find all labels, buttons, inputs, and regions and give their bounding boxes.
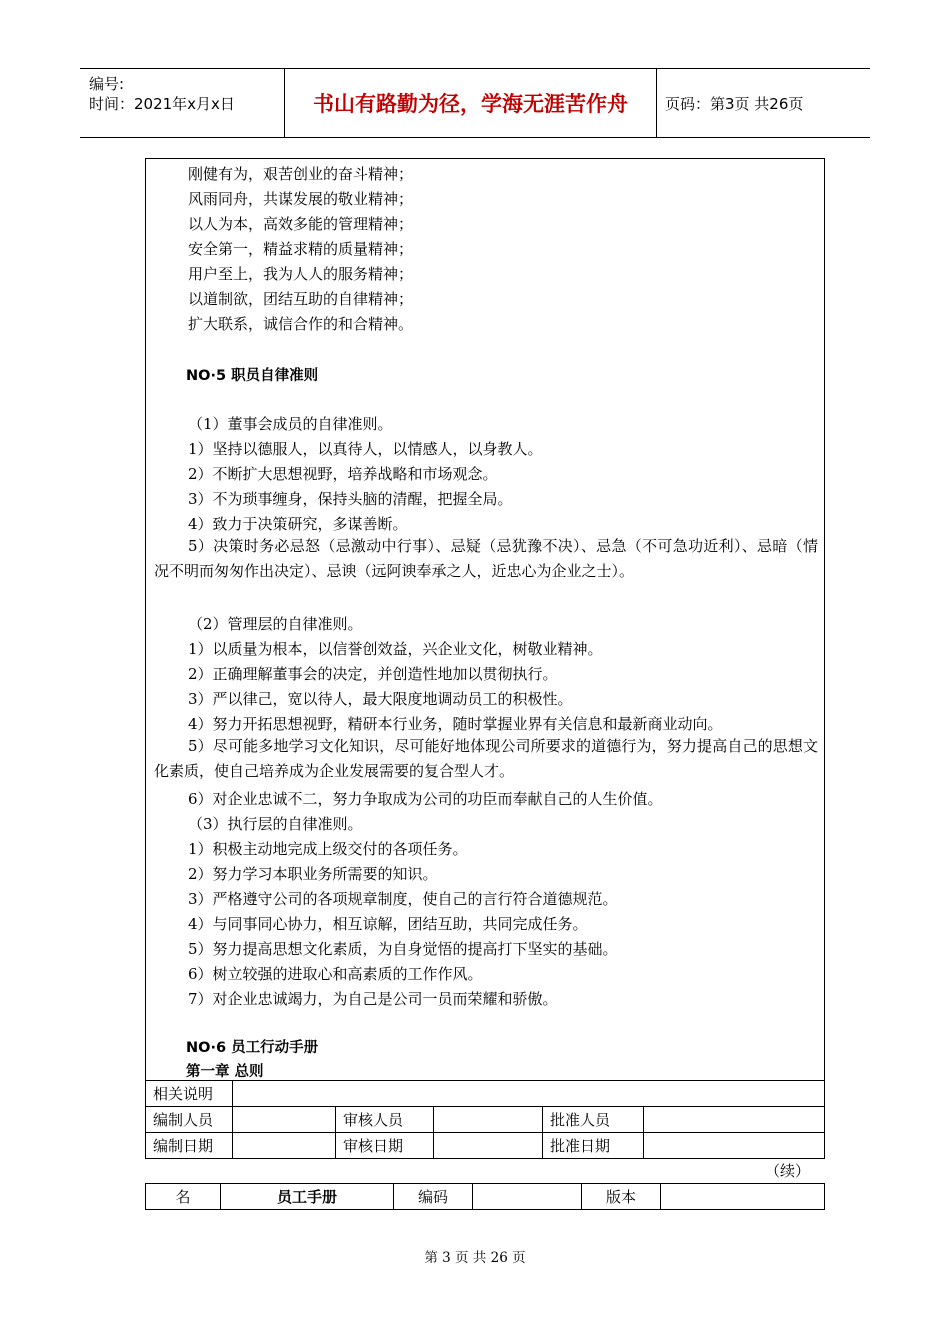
compiler-label: 编制人员 — [146, 1107, 233, 1133]
spirit-line: 以人为本，高效多能的管理精神； — [188, 215, 414, 233]
review-date-value — [434, 1133, 543, 1159]
version-label: 版本 — [582, 1184, 661, 1210]
section5-line: 4）致力于决策研究，多谋善断。 — [188, 515, 408, 533]
section5-line: 5）尽可能多地学习文化知识，尽可能好地体现公司所要求的道德行为，努力提高自己的思想文化素质，使自己培养成为企业发展需要的复合型人才。 — [154, 737, 818, 780]
approval-table — [145, 1080, 825, 1159]
spirit-line: 安全第一，精益求精的质量精神； — [188, 240, 414, 258]
related-label: 相关说明 — [146, 1081, 233, 1107]
section5-line: 3）严以律己，宽以待人，最大限度地调动员工的积极性。 — [188, 690, 573, 708]
related-value — [233, 1081, 825, 1107]
section5-line: （3）执行层的自律准则。 — [188, 815, 363, 833]
section5-line: 5）努力提高思想文化素质，为自身觉悟的提高打下坚实的基础。 — [188, 940, 618, 958]
section5-line: 7）对企业忠诚竭力，为自己是公司一员而荣耀和骄傲。 — [188, 990, 558, 1008]
compiler-value — [233, 1107, 336, 1133]
section5-line: 6）对企业忠诚不二，努力争取成为公司的功臣而奉献自己的人生价值。 — [188, 790, 663, 808]
code-label: 编号: — [89, 75, 125, 93]
page-header — [80, 68, 870, 138]
section5-line: （1）董事会成员的自律准则。 — [188, 415, 393, 433]
spirit-line: 以道制欲，团结互助的自律精神； — [188, 290, 414, 308]
spirit-line: 用户至上，我为人人的服务精神； — [188, 265, 414, 283]
reviewer-value — [434, 1107, 543, 1133]
section5-line: 2）正确理解董事会的决定，并创造性地加以贯彻执行。 — [188, 665, 558, 683]
code-label-cell: 编码 — [394, 1184, 473, 1210]
spirit-line: 刚健有为，艰苦创业的奋斗精神； — [188, 165, 414, 183]
approve-date-label: 批准日期 — [543, 1133, 644, 1159]
document-name-table — [145, 1183, 825, 1210]
reviewer-label: 审核人员 — [336, 1107, 434, 1133]
section5-line: 5）决策时务必忌怒（忌激动中行事）、忌疑（忌犹豫不决）、忌急（不可急功近利）、忌暗（情况不明而匆匆作出决定）、忌谀（远阿谀奉承之人，近忠心为企业之士）。 — [154, 537, 818, 580]
compile-date-value — [233, 1133, 336, 1159]
section5-heading: NO·5 职员自律准则 — [186, 368, 319, 384]
section5-line: 4）与同事同心协力，相互谅解，团结互助，共同完成任务。 — [188, 915, 588, 933]
section6-heading: NO·6 员工行动手册 — [186, 1040, 319, 1056]
section5-line: 2）不断扩大思想视野，培养战略和市场观念。 — [188, 465, 498, 483]
name-value: 员工手册 — [221, 1184, 394, 1210]
section5-line: （2）管理层的自律准则。 — [188, 615, 363, 633]
compile-date-label: 编制日期 — [146, 1133, 233, 1159]
approve-date-value — [644, 1133, 825, 1159]
header-meta — [80, 69, 284, 137]
section5-line: 3）严格遵守公司的各项规章制度，使自己的言行符合道德规范。 — [188, 890, 618, 908]
code-value — [473, 1184, 582, 1210]
version-value — [661, 1184, 825, 1210]
section5-line: 1）以质量为根本，以信誉创效益，兴企业文化，树敬业精神。 — [188, 640, 603, 658]
chapter-heading: 第一章 总则 — [186, 1064, 264, 1080]
header-motto: 书山有路勤为径，学海无涯苦作舟 — [284, 69, 657, 137]
content-frame — [145, 158, 825, 1080]
spirit-line: 风雨同舟，共谋发展的敬业精神； — [188, 190, 414, 208]
section5-line: 4）努力开拓思想视野，精研本行业务，随时掌握业界有关信息和最新商业动向。 — [188, 715, 723, 733]
approver-value — [644, 1107, 825, 1133]
name-label: 名 — [146, 1184, 221, 1210]
approver-label: 批准人员 — [543, 1107, 644, 1133]
continued-label: （续） — [765, 1162, 811, 1180]
section5-line: 1）积极主动地完成上级交付的各项任务。 — [188, 840, 468, 858]
section5-line: 2）努力学习本职业务所需要的知识。 — [188, 865, 438, 883]
review-date-label: 审核日期 — [336, 1133, 434, 1159]
header-page-info: 页码：第3页 共26页 — [665, 94, 804, 113]
section5-line: 1）坚持以德服人，以真待人，以情感人，以身教人。 — [188, 440, 543, 458]
section5-line: 6）树立较强的进取心和高素质的工作作风。 — [188, 965, 483, 983]
time-label: 时间：2021年x月x日 — [89, 95, 235, 113]
page-footer: 第 3 页 共 26 页 — [424, 1250, 526, 1266]
section5-line: 3）不为琐事缠身，保持头脑的清醒，把握全局。 — [188, 490, 513, 508]
spirit-line: 扩大联系，诚信合作的和合精神。 — [188, 315, 414, 333]
